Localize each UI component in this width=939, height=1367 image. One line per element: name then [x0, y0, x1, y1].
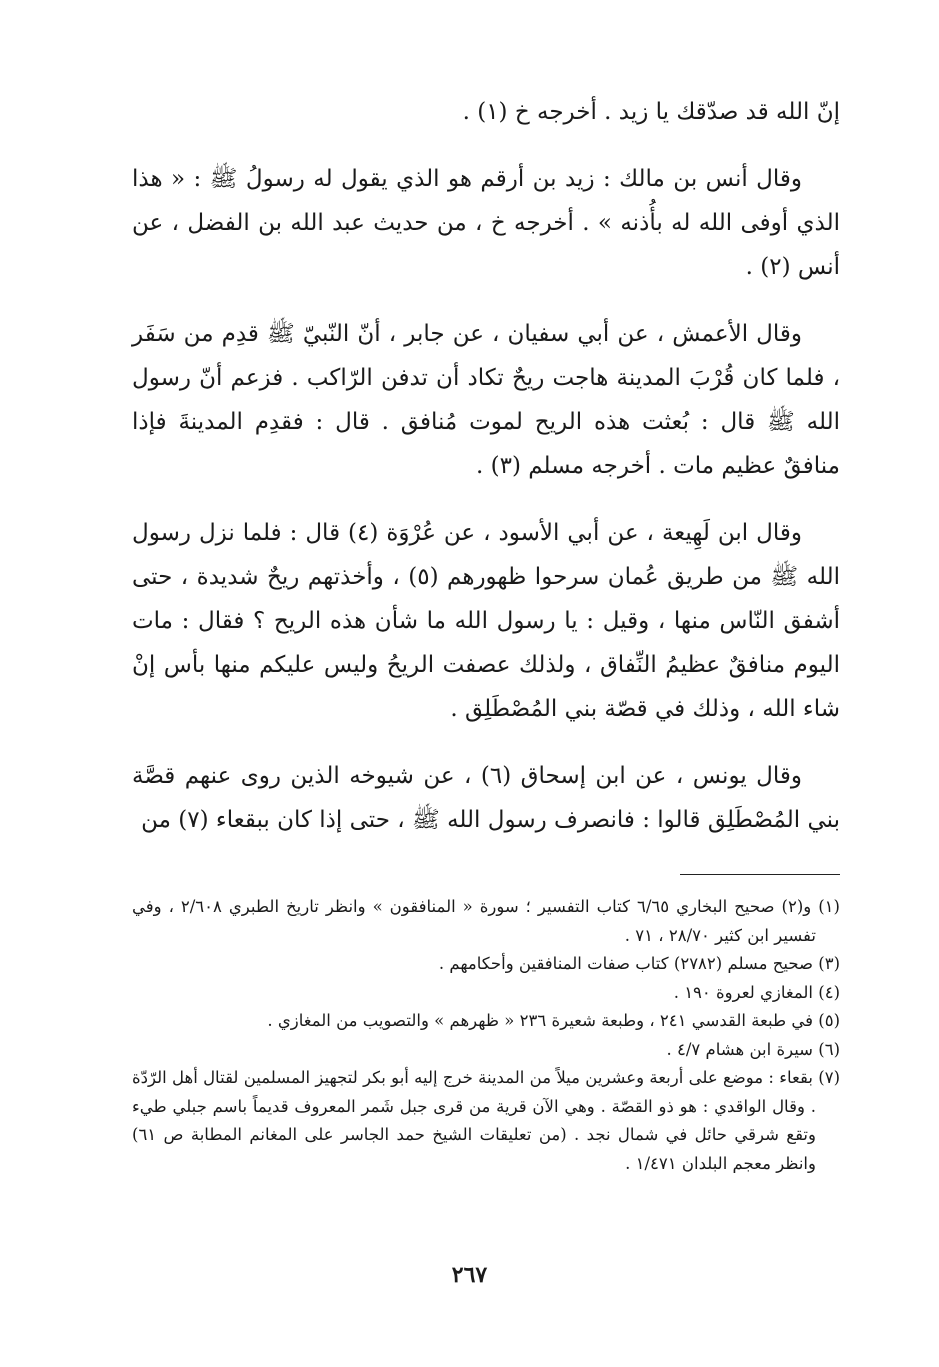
page-number: ٢٦٧ — [451, 1262, 488, 1288]
footnote-5: (٥) في طبعة القدسي ٢٤١ ، وطبعة شعيرة ٢٣٦ « ظهرهم » والتصويب من المغازي . — [267, 1011, 840, 1030]
paragraph-4: وقال ابن لَهِيعة ، عن أبي الأسود ، عن عُرْوَة (٤) قال : فلما نزل رسول الله ﷺ من طريق عُمان سرحوا ظهورهم (٥) ، وأخذتهم ريحٌ شديدة ، حتى أشفق النّاس منها ، وقيل : يا رسول الله ما شأن هذه الريح ؟ فقال : مات اليوم منافقٌ عظيمُ النِّفاق ، ولذلك عصفت الريحُ وليس عليكم منها بأس إنْ شاء الله ، وذلك في قصّة بني المُصْطَلِق . — [132, 520, 840, 722]
main-text — [132, 90, 840, 865]
footnote-6: (٦) سيرة ابن هشام ٤/٧ . — [666, 1039, 840, 1059]
footnote-4: (٤) المغازي لعروة ١٩٠ . — [673, 982, 840, 1002]
footnote-divider — [680, 874, 840, 875]
paragraph-3: وقال الأعمش ، عن أبي سفيان ، عن جابر ، أنّ النّبيّ ﷺ قدِم من سَفَر ، فلما كان قُرْبَ المدينة هاجت ريحٌ تكاد أن تدفن الرّاكب . فزعم أنّ رسول الله ﷺ قال : بُعثت هذه الريح لموت مُنافق . قال : فقدِم المدينةَ فإذا منافقٌ عظيم مات . أخرجه مسلم (٣) . — [132, 321, 840, 479]
paragraph-1: إنّ الله قد صدّقك يا زيد . أخرجه خ (١) . — [462, 99, 840, 125]
paragraph-2: وقال أنس بن مالك : زيد بن أرقم هو الذي يقول له رسولُ ﷺ : « هذا الذي أوفى الله له بأُذنه » . أخرجه خ ، من حديث عبد الله بن الفضل ، عن أنس (٢) . — [132, 166, 840, 280]
paragraph-5: وقال يونس ، عن ابن إسحاق (٦) ، عن شيوخه الذين روى عنهم قصَّة بني المُصْطَلِق قالوا : فانصرف رسول الله ﷺ ، حتى إذا كان ببقعاء (٧) من — [132, 763, 840, 833]
footnote-3: (٣) صحيح مسلم (٢٧٨٢) كتاب صفات المنافقين وأحكامهم . — [438, 954, 840, 973]
footnote-7: (٧) بقعاء : موضع على أربعة وعشرين ميلاً من المدينة خرج إليه أبو بكر لتجهيز المسلمين لقتال أهل الرّدّة . وقال الواقدي : هو ذو القصّة . وهي الآن قرية من قرى جبل شَمر المعروف قديماً باسم جبلي طيء وتقع شرقي حائل في شمال نجد . (من تعليقات الشيخ حمد الجاسر على المغانم المطابة ص ٦١) وانظر معجم البلدان ١/٤٧١ . — [132, 1068, 840, 1173]
footnote-1-2: (١) و(٢) صحيح البخاري ٦/٦٥ كتاب التفسير ؛ سورة « المنافقون » وانظر تاريخ الطبري ٢/٦٠٨ ، وفي تفسير ابن كثير ٢٨/٧٠ ، ٧١ . — [132, 897, 840, 945]
footnotes — [132, 893, 840, 1178]
